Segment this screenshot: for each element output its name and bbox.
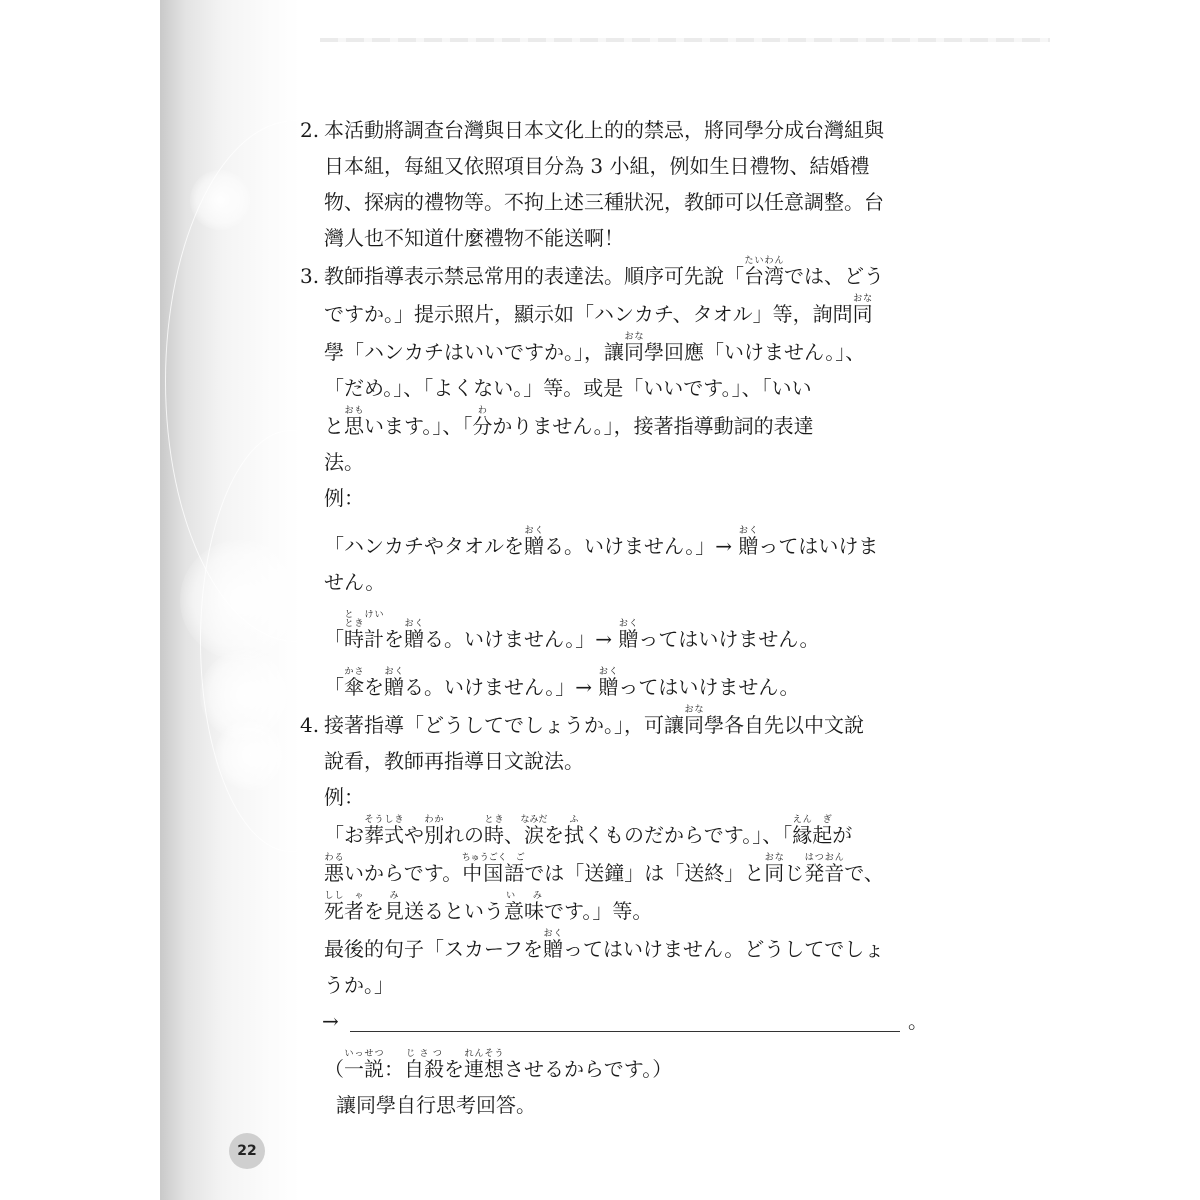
item-number: 3. (300, 264, 320, 288)
body-line: 灣人也不知道什麼禮物不能送啊！ (324, 226, 624, 250)
furigana: 自殺じさつ (404, 1049, 444, 1081)
answer-period: 。 (908, 1009, 928, 1033)
furigana: 死者しし ゃ (324, 891, 364, 923)
furigana: 贈おく (618, 619, 639, 651)
furigana: 贈おく (404, 619, 424, 651)
answer-blank-row (300, 1003, 940, 1039)
page-margin (0, 0, 160, 1200)
furigana: 縁起えん ぎ (792, 815, 833, 847)
furigana: 連想れんそう (464, 1049, 504, 1081)
body-line: ですか。」提示照片，顯示如「ハンカチ、タオル」等，詢問同おな (324, 294, 873, 326)
arrow-icon: → (322, 1009, 339, 1033)
example-label: 例： (324, 785, 364, 809)
example-line: 悪わるいからです。中国語ちゅうごく ごでは「送鐘」は「送終」と同おなじ発音はつおんで、 (324, 853, 884, 885)
furigana: 同おな (624, 332, 644, 364)
furigana: 贈おく (384, 667, 404, 699)
page-body (300, 112, 940, 1123)
page-number: 22 (229, 1133, 265, 1169)
furigana: 時とき (344, 619, 364, 651)
example-label: 例： (324, 486, 364, 510)
furigana: 同おな (764, 853, 785, 885)
body-line: 最後的句子「スカーフを贈おくってはいけません。どうしてでしょ (324, 929, 885, 961)
furigana: 思おも (344, 406, 364, 438)
example-line: せん。 (324, 570, 386, 594)
furigana: 拭ふ (564, 815, 584, 847)
furigana: 葬式そうしき (364, 815, 404, 847)
body-line: 本活動將調查台灣與日本文化上的的禁忌，將同學分成台灣組與 (324, 118, 884, 142)
furigana: 時とき (484, 815, 504, 847)
furigana: 意味い み (504, 891, 544, 923)
example-line: 「傘かさを贈おくる。いけません。」→ 贈おくってはいけません。 (324, 667, 800, 699)
list-item-2 (300, 112, 940, 256)
body-line: うか。」 (324, 973, 394, 997)
body-line: 學「ハンカチはいいですか。」，讓同おな學回應「いけません。」、 (324, 332, 866, 364)
body-line: 說看，教師再指導日文說法。 (324, 749, 584, 773)
body-line: 「だめ。」、「よくない。」等。或是「いいです。」、「いい (324, 376, 812, 400)
body-line: 法。 (324, 450, 364, 474)
furigana: 傘かさ (344, 667, 364, 699)
furigana: 同おな (684, 705, 704, 737)
note-line: （一説いっせつ：自殺じさつを連想れんそうさせるからです。） (324, 1049, 673, 1081)
list-item-4 (300, 705, 940, 1123)
furigana: 贈おく (543, 929, 563, 961)
body-line: と思おもいます。」、「分わかりません。」，接著指導動詞的表達 (324, 406, 814, 438)
furigana: 別わか (424, 815, 444, 847)
body-line: 教師指導表示禁忌常用的表達法。順序可先說「台湾たいわんでは、どう (324, 256, 884, 288)
furigana: 見み (384, 891, 404, 923)
header-rule (320, 38, 1050, 42)
example-line: 「ハンカチやタオルを贈おくる。いけません。」→ 贈おくってはいけま (324, 526, 879, 558)
note-line: 讓同學自行思考回答。 (336, 1093, 536, 1117)
example-line: 「時とき計と けいを贈おくる。いけません。」→ 贈おくってはいけません。 (324, 610, 820, 651)
example-line: 「お葬式そうしきや別わかれの時とき、涙なみだを拭ふくものだからです。」、「縁起えん ぎが (324, 815, 853, 847)
example-line: 死者しし ゃを見み送るという意味い みです。」等。 (324, 891, 653, 923)
furigana: 発音はつおん (804, 853, 845, 885)
furigana: 涙なみだ (520, 815, 548, 847)
body-line: 日本組，每組又依照項目分為 3 小組，例如生日禮物、結婚禮 (324, 154, 870, 178)
furigana: 贈おく (738, 526, 759, 558)
item-number: 4. (300, 713, 320, 737)
furigana: 贈おく (598, 667, 619, 699)
body-line: 物、探病的禮物等。不拘上述三種狀況，教師可以任意調整。台 (324, 190, 884, 214)
body-line: 接著指導「どうしてでしょうか。」，可讓同おな學各自先以中文說 (324, 705, 864, 737)
furigana: 同おな (852, 294, 873, 326)
item-number: 2. (300, 118, 320, 142)
answer-blank-line (350, 1031, 900, 1032)
furigana: 分わ (472, 406, 493, 438)
furigana: 時とき計と けい (344, 610, 384, 651)
furigana: 一説いっせつ (344, 1049, 384, 1081)
furigana: 台湾たいわん (744, 256, 784, 288)
furigana: 悪わる (324, 853, 344, 885)
furigana: 贈おく (524, 526, 544, 558)
furigana: 中国語ちゅうごく ご (461, 853, 525, 885)
list-item-3 (300, 256, 940, 705)
